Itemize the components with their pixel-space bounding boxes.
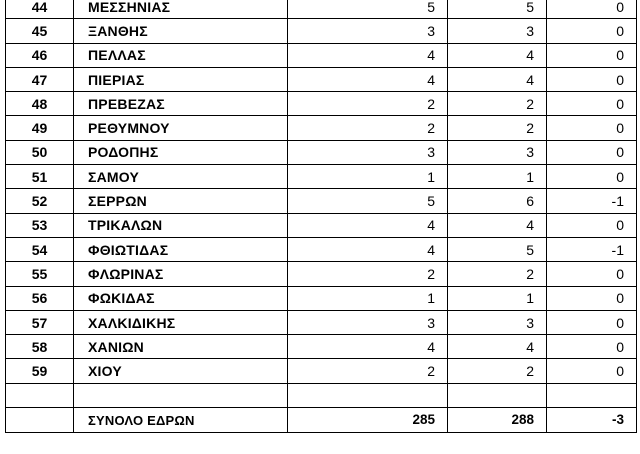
table-row (6, 359, 637, 383)
seats-difference: 0 (547, 213, 637, 237)
empty-cell (74, 383, 288, 407)
row-number: 58 (6, 335, 74, 359)
table-row (6, 335, 637, 359)
seats-value-2: 2 (448, 262, 547, 286)
seats-difference: 0 (547, 359, 637, 383)
seats-value-1: 4 (288, 43, 448, 67)
row-number: 55 (6, 262, 74, 286)
row-number: 44 (6, 0, 74, 19)
table-row (6, 116, 637, 140)
prefecture-name: ΠΡΕΒΕΖΑΣ (74, 92, 288, 116)
table-row (6, 92, 637, 116)
seats-value-1: 4 (288, 213, 448, 237)
row-number: 56 (6, 286, 74, 310)
seats-value-1: 4 (288, 237, 448, 261)
seats-difference: 0 (547, 43, 637, 67)
table-row (6, 0, 637, 19)
table-row (6, 286, 637, 310)
row-number: 57 (6, 310, 74, 334)
seats-value-2: 4 (448, 43, 547, 67)
row-number: 48 (6, 92, 74, 116)
seats-value-2: 4 (448, 213, 547, 237)
row-number: 52 (6, 189, 74, 213)
seats-value-2: 2 (448, 116, 547, 140)
table-row (6, 189, 637, 213)
seats-value-2: 6 (448, 189, 547, 213)
seats-value-2: 5 (448, 237, 547, 261)
prefecture-name: ΧΑΝΙΩΝ (74, 335, 288, 359)
row-number: 46 (6, 43, 74, 67)
row-number: 54 (6, 237, 74, 261)
prefecture-name: ΦΩΚΙΔΑΣ (74, 286, 288, 310)
prefecture-name: ΧΙΟΥ (74, 359, 288, 383)
seats-value-2: 1 (448, 165, 547, 189)
empty-cell (6, 383, 74, 407)
seats-value-2: 4 (448, 335, 547, 359)
seats-difference: 0 (547, 19, 637, 43)
seats-value-2: 1 (448, 286, 547, 310)
prefecture-name: ΣΑΜΟΥ (74, 165, 288, 189)
seats-difference: 0 (547, 140, 637, 164)
seats-value-1: 4 (288, 67, 448, 91)
empty-cell (448, 383, 547, 407)
total-label: ΣΥΝΟΛΟ ΕΔΡΩΝ (74, 408, 288, 433)
seats-value-1: 2 (288, 359, 448, 383)
total-seats-value-2: 288 (448, 408, 547, 433)
prefecture-name: ΤΡΙΚΑΛΩΝ (74, 213, 288, 237)
total-seats-value-1: 285 (288, 408, 448, 433)
seats-value-2: 2 (448, 92, 547, 116)
seats-difference: -1 (547, 237, 637, 261)
prefecture-name: ΦΘΙΩΤΙΔΑΣ (74, 237, 288, 261)
row-number: 49 (6, 116, 74, 140)
prefecture-name: ΜΕΣΣΗΝΙΑΣ (74, 0, 288, 19)
row-number: 50 (6, 140, 74, 164)
seats-value-2: 5 (448, 0, 547, 19)
table-row (6, 19, 637, 43)
prefecture-name: ΡΟΔΟΠΗΣ (74, 140, 288, 164)
seats-value-1: 3 (288, 310, 448, 334)
seats-table (5, 0, 637, 433)
prefecture-name: ΡΕΘΥΜΝΟΥ (74, 116, 288, 140)
table-row (6, 165, 637, 189)
seats-value-2: 3 (448, 310, 547, 334)
table-row (6, 237, 637, 261)
seats-value-1: 2 (288, 92, 448, 116)
table-row (6, 310, 637, 334)
seats-difference: 0 (547, 67, 637, 91)
seats-difference: 0 (547, 286, 637, 310)
seats-value-2: 3 (448, 19, 547, 43)
seats-value-2: 4 (448, 67, 547, 91)
seats-difference: 0 (547, 310, 637, 334)
seats-difference: 0 (547, 0, 637, 19)
seats-difference: 0 (547, 165, 637, 189)
row-number: 59 (6, 359, 74, 383)
seats-difference: -1 (547, 189, 637, 213)
table-row (6, 67, 637, 91)
seats-difference: 0 (547, 116, 637, 140)
seats-value-1: 5 (288, 189, 448, 213)
seats-value-2: 2 (448, 359, 547, 383)
row-number: 53 (6, 213, 74, 237)
seats-difference: 0 (547, 335, 637, 359)
empty-cell (6, 408, 74, 433)
prefecture-name: ΧΑΛΚΙΔΙΚΗΣ (74, 310, 288, 334)
prefecture-name: ΠΙΕΡΙΑΣ (74, 67, 288, 91)
row-number: 45 (6, 19, 74, 43)
table-row (6, 213, 637, 237)
empty-cell (288, 383, 448, 407)
seats-value-1: 1 (288, 165, 448, 189)
seats-table-body (6, 0, 637, 433)
total-seats-difference: -3 (547, 408, 637, 433)
empty-cell (547, 383, 637, 407)
total-row (6, 408, 637, 433)
table-row (6, 43, 637, 67)
row-number: 51 (6, 165, 74, 189)
prefecture-name: ΠΕΛΛΑΣ (74, 43, 288, 67)
seats-value-1: 4 (288, 335, 448, 359)
seats-value-1: 2 (288, 262, 448, 286)
seats-difference: 0 (547, 262, 637, 286)
prefecture-name: ΦΛΩΡΙΝΑΣ (74, 262, 288, 286)
seats-difference: 0 (547, 92, 637, 116)
prefecture-name: ΞΑΝΘΗΣ (74, 19, 288, 43)
table-row (6, 140, 637, 164)
empty-row (6, 383, 637, 407)
seats-value-1: 3 (288, 19, 448, 43)
prefecture-name: ΣΕΡΡΩΝ (74, 189, 288, 213)
seats-value-1: 1 (288, 286, 448, 310)
seats-value-1: 5 (288, 0, 448, 19)
row-number: 47 (6, 67, 74, 91)
table-row (6, 262, 637, 286)
seats-value-2: 3 (448, 140, 547, 164)
seats-value-1: 3 (288, 140, 448, 164)
seats-value-1: 2 (288, 116, 448, 140)
